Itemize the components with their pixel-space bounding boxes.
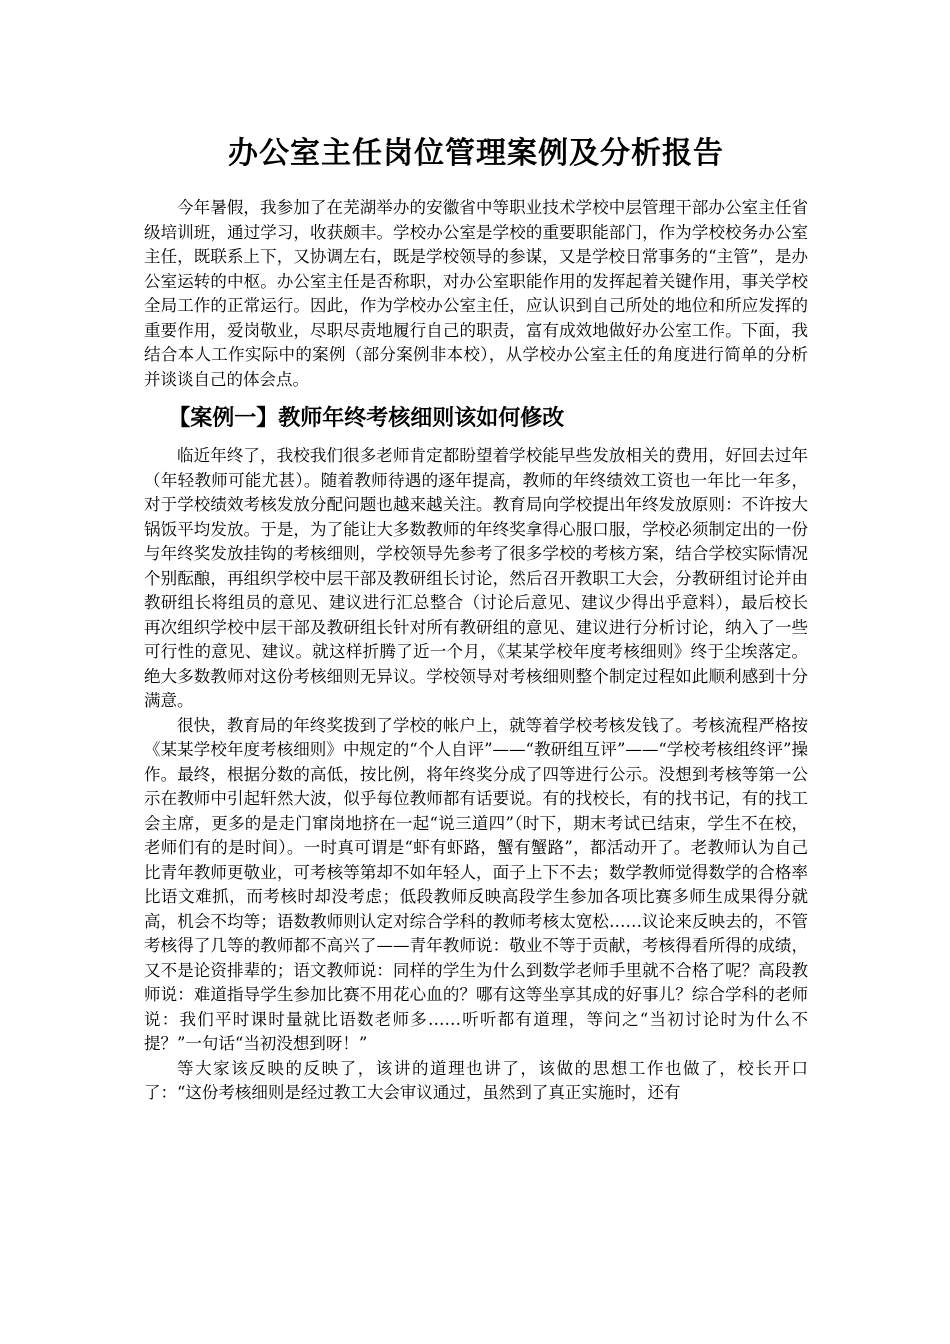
document-title: 办公室主任岗位管理案例及分析报告 (228, 136, 724, 171)
case-1-paragraph-1: 临近年终了，我校我们很多老师肯定都盼望着学校能早些发放相关的费用，好回去过年（年轻教师可能尤甚）。随着教师待遇的逐年提高，教师的年终绩效工资也一年比一年多，对于学校绩效考核发放分配问题也越来越关注。教育局向学校提出年终发放原则：不许按大锅饭平均发放。于是，为了能让大多数教师的年终奖拿得心服口服，学校必须制定出的一份与年终奖发放挂钩的考核细则，学校领导先参考了很多学校的考核方案，结合学校实际情况个别酝酿，再组织学校中层干部及教研组长讨论，然后召开教职工大会，分教研组讨论并由教研组长将组员的意见、建议进行汇总整合（讨论后意见、建议少得出乎意料），最后校长再次组织学校中层干部及教研组长针对所有教研组的意见、建议进行分析讨论，纳入了一些可行性的意见、建议。就这样折腾了近一个月，《某某学校年度考核细则》终于尘埃落定。绝大多数教师对这份考核细则无异议。学校领导对考核细则整个制定过程如此顺利感到十分满意。 (144, 446, 808, 710)
intro-paragraph: 今年暑假，我参加了在芜湖举办的安徽省中等职业技术学校中层管理干部办公室主任省级培训班，通过学习，收获颇丰。学校办公室是学校的重要职能部门，作为学校校务办公室主任，既联系上下，又协调左右，既是学校领导的参谋，又是学校日常事务的“主管”，是办公室运转的中枢。办公室主任是否称职，对办公室职能作用的发挥起着关键作用，事关学校全局工作的正常运行。因此，作为学校办公室主任，应认识到自己所处的地位和所应发挥的重要作用，爱岗敬业，尽职尽责地履行自己的职责，富有成效地做好办公室工作。下面，我结合本人工作实际中的案例（部分案例非本校），从学校办公室主任的角度进行简单的分析并谈谈自己的体会点。 (144, 198, 808, 389)
case-1-paragraph-2: 很快，教育局的年终奖拨到了学校的帐户上，就等着学校考核发钱了。考核流程严格按《某某学校年度考核细则》中规定的“个人自评”——“教研组互评”——“学校考核组终评”操作。最终，根据分数的高低，按比例，将年终奖分成了四等进行公示。没想到考核等第一公示在教师中引起轩然大波，似乎每位教师都有话要说。有的找校长，有的找书记，有的找工会主席，更多的是走门窜岗地挤在一起“说三道四”（时下，期末考试已结束，学生不在校，老师们有的是时间）。一时真可谓是“虾有虾路，蟹有蟹路”，都活动开了。老教师认为自己比青年教师更敬业，可考核等第却不如年轻人，面子上下不去；数学教师觉得数学的合格率比语文难抓，而考核时却没考虑；低段教师反映高段学生参加各项比赛多师生成果得分就高，机会不均等；语数教师则认定对综合学科的教师考核太宽松……议论来反映去的，不管考核得了几等的教师都不高兴了——青年教师说：敬业不等于贡献，考核得看所得的成绩，又不是论资排辈的；语文教师说：同样的学生为什么到数学老师手里就不合格了呢？高段教师说：难道指导学生参加比赛不用花心血的？哪有这等坐享其成的好事儿？综合学科的老师说：我们平时课时量就比语数老师多……听听都有道理，等问之“当初讨论时为什么不提？”一句话“当初没想到呀！” (144, 715, 808, 1053)
section-heading-case-1: 【案例一】教师年终考核细则该如何修改 (168, 406, 565, 431)
document-page (144, 118, 808, 1106)
case-1-paragraph-3: 等大家该反映的反映了，该讲的道理也讲了，该做的思想工作也做了，校长开口了：“这份考核细则是经过教工大会审议通过，虽然到了真正实施时，还有 (144, 1058, 808, 1102)
